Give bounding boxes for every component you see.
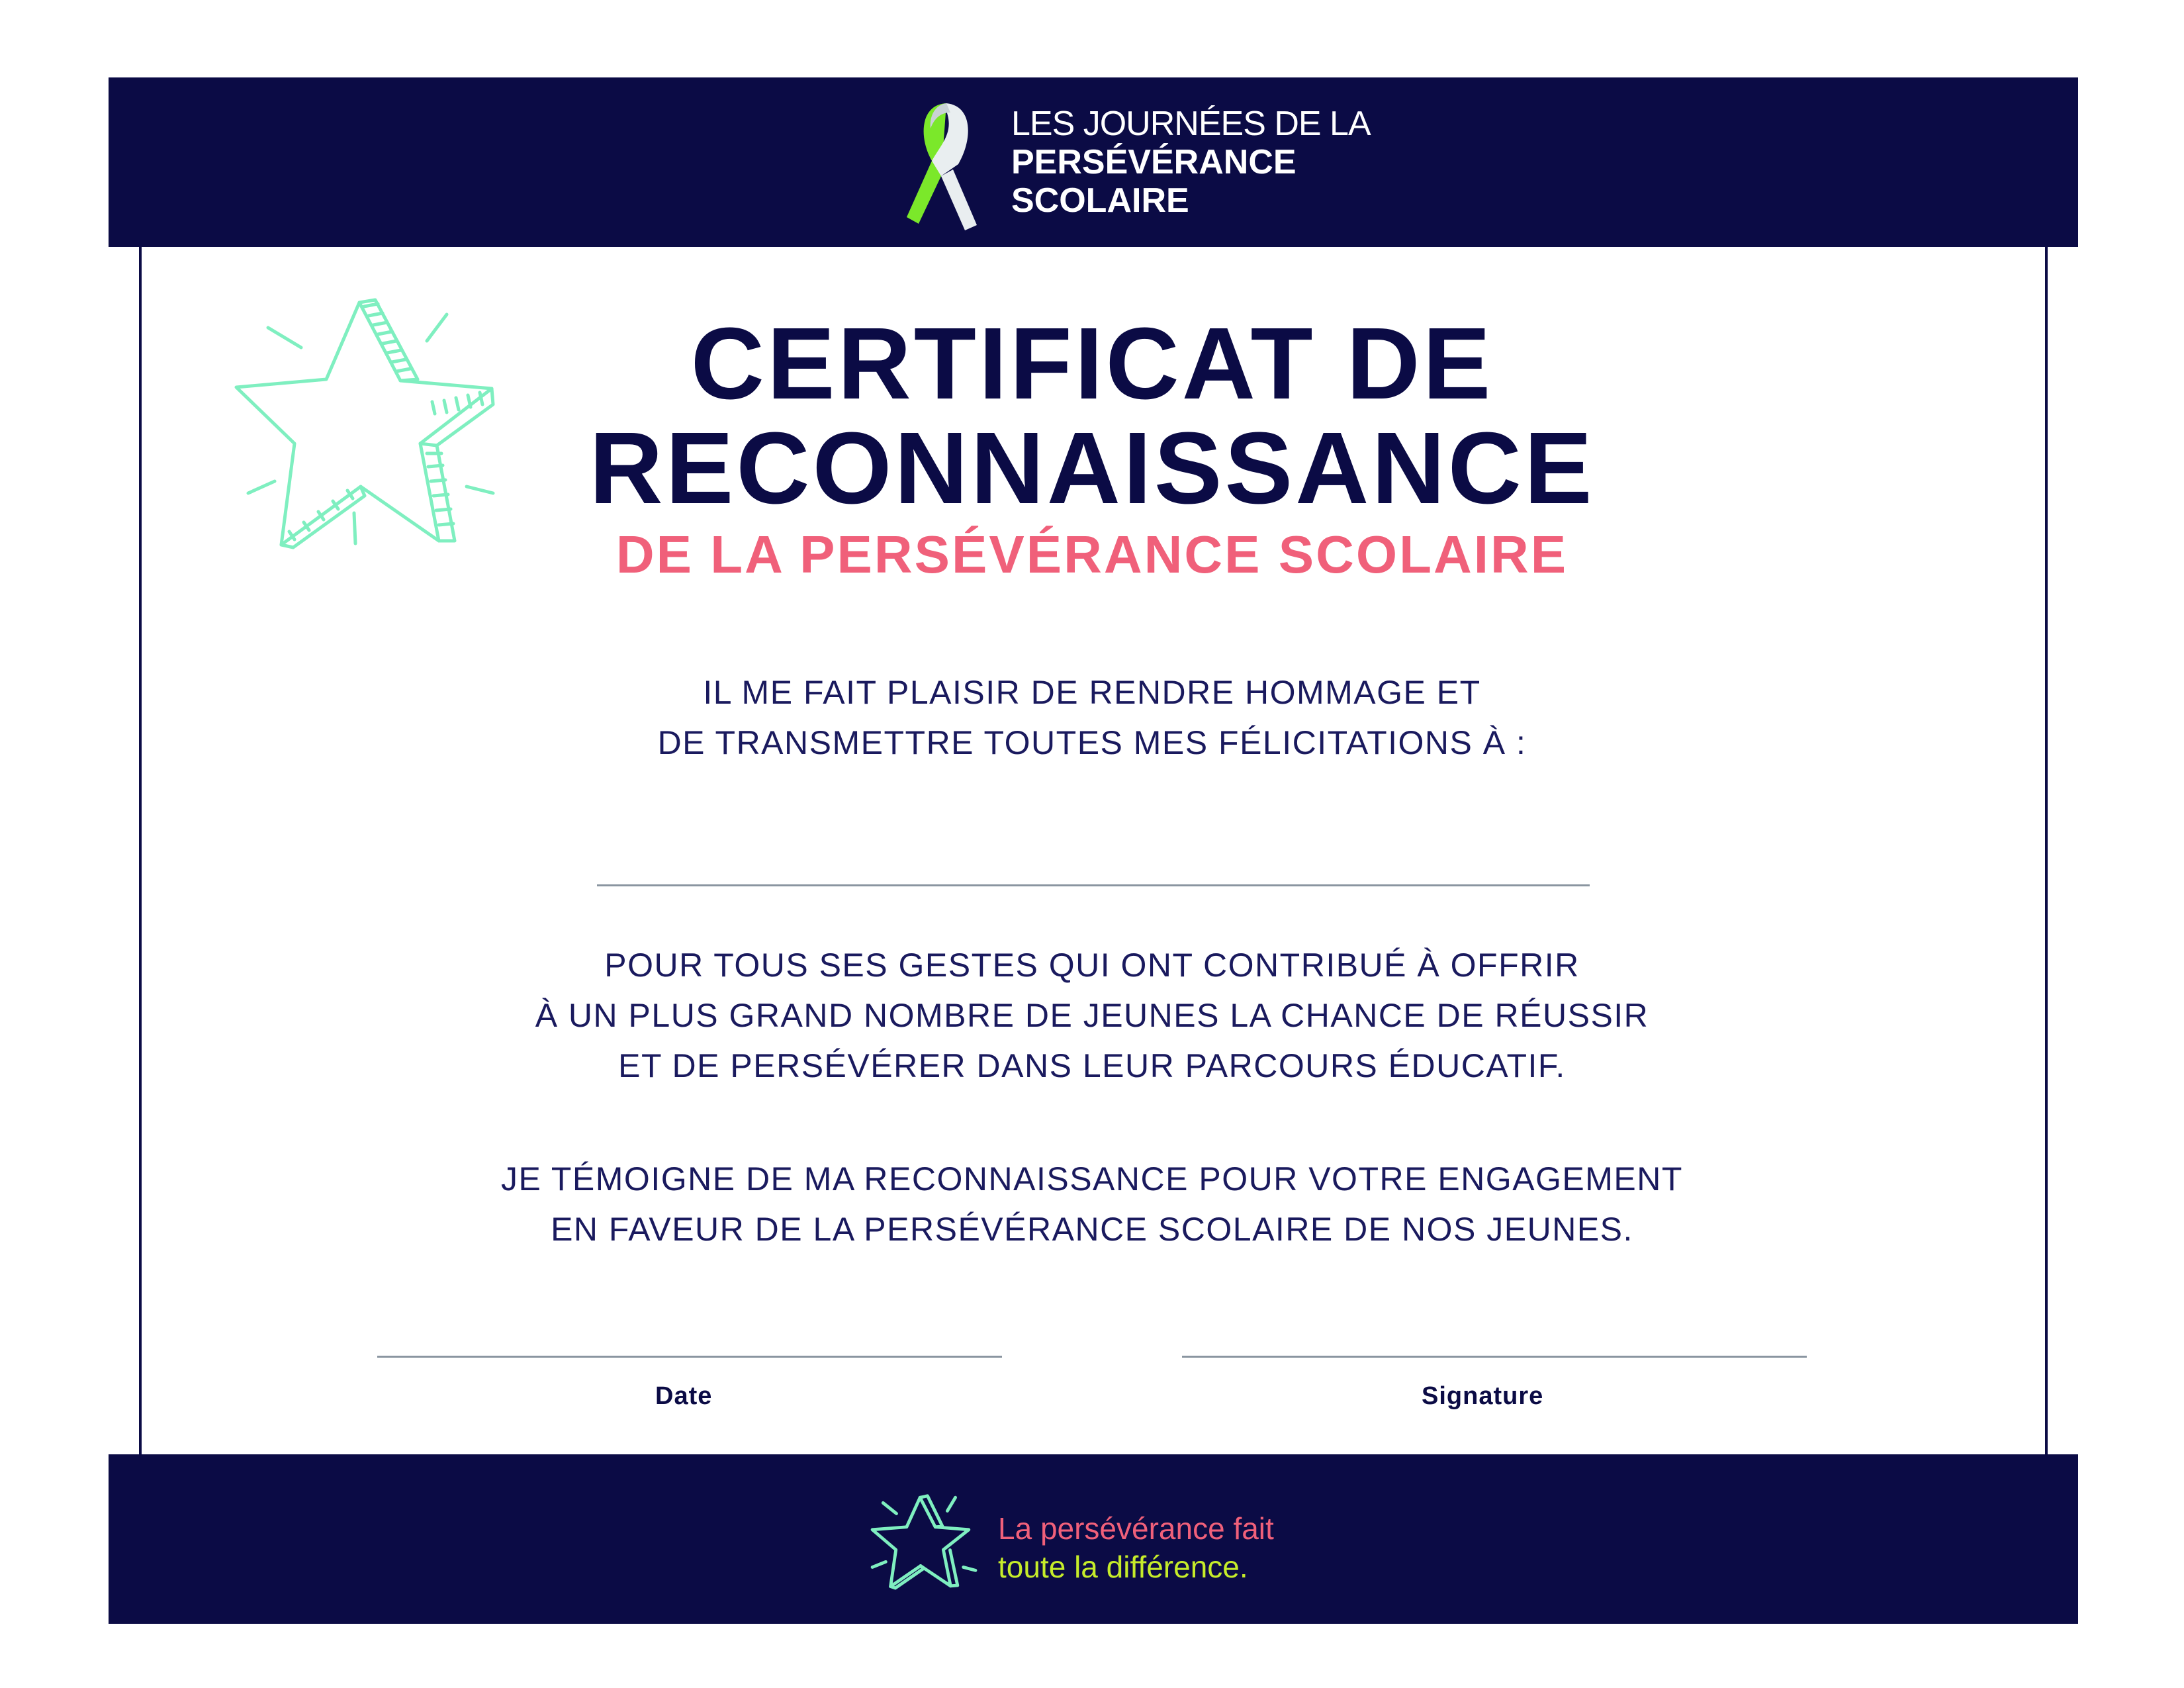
footer-star-icon xyxy=(867,1484,979,1597)
engage-line-2: EN FAVEUR DE LA PERSÉVÉRANCE SCOLAIRE DE NOS JEUNES. xyxy=(551,1211,1633,1248)
signature-label: Signature xyxy=(1422,1382,1544,1410)
reason-paragraph xyxy=(0,940,2184,1091)
certificate-subtitle: DE LA PERSÉVÉRANCE SCOLAIRE xyxy=(615,525,1569,584)
event-logo-text xyxy=(1011,105,1371,220)
reason-line-1: POUR TOUS SES GESTES QUI ONT CONTRIBUÉ À OFFRIR xyxy=(604,947,1580,984)
reason-line-3: ET DE PERSÉVÉRER DANS LEUR PARCOURS ÉDUCATIF. xyxy=(618,1047,1566,1084)
title-line-1: CERTIFICAT DE xyxy=(690,306,1494,420)
engage-line-1: JE TÉMOIGNE DE MA RECONNAISSANCE POUR VOTRE ENGAGEMENT xyxy=(501,1160,1683,1197)
footer-tagline xyxy=(998,1509,1274,1586)
reason-line-2: À UN PLUS GRAND NOMBRE DE JEUNES LA CHANCE DE RÉUSSIR xyxy=(535,997,1649,1034)
tagline-line-2: toute la différence. xyxy=(998,1550,1248,1584)
date-label: Date xyxy=(655,1382,713,1410)
engagement-paragraph xyxy=(0,1154,2184,1254)
tagline-line-1: La persévérance fait xyxy=(998,1511,1274,1546)
signature-line[interactable] xyxy=(1182,1356,1807,1358)
recipient-name-line[interactable] xyxy=(597,884,1590,886)
logo-line-1: LES JOURNÉES DE LA xyxy=(1011,105,1371,143)
certificate-title xyxy=(0,306,2184,525)
title-line-2: RECONNAISSANCE xyxy=(589,411,1595,525)
intro-line-1: IL ME FAIT PLAISIR DE RENDRE HOMMAGE ET xyxy=(703,674,1481,711)
intro-line-2: DE TRANSMETTRE TOUTES MES FÉLICITATIONS À : xyxy=(657,724,1527,761)
green-ribbon-icon xyxy=(900,98,986,237)
logo-line-3: SCOLAIRE xyxy=(1011,181,1189,220)
date-line[interactable] xyxy=(377,1356,1002,1358)
logo-line-2: PERSÉVÉRANCE xyxy=(1011,143,1297,181)
intro-paragraph xyxy=(0,667,2184,768)
